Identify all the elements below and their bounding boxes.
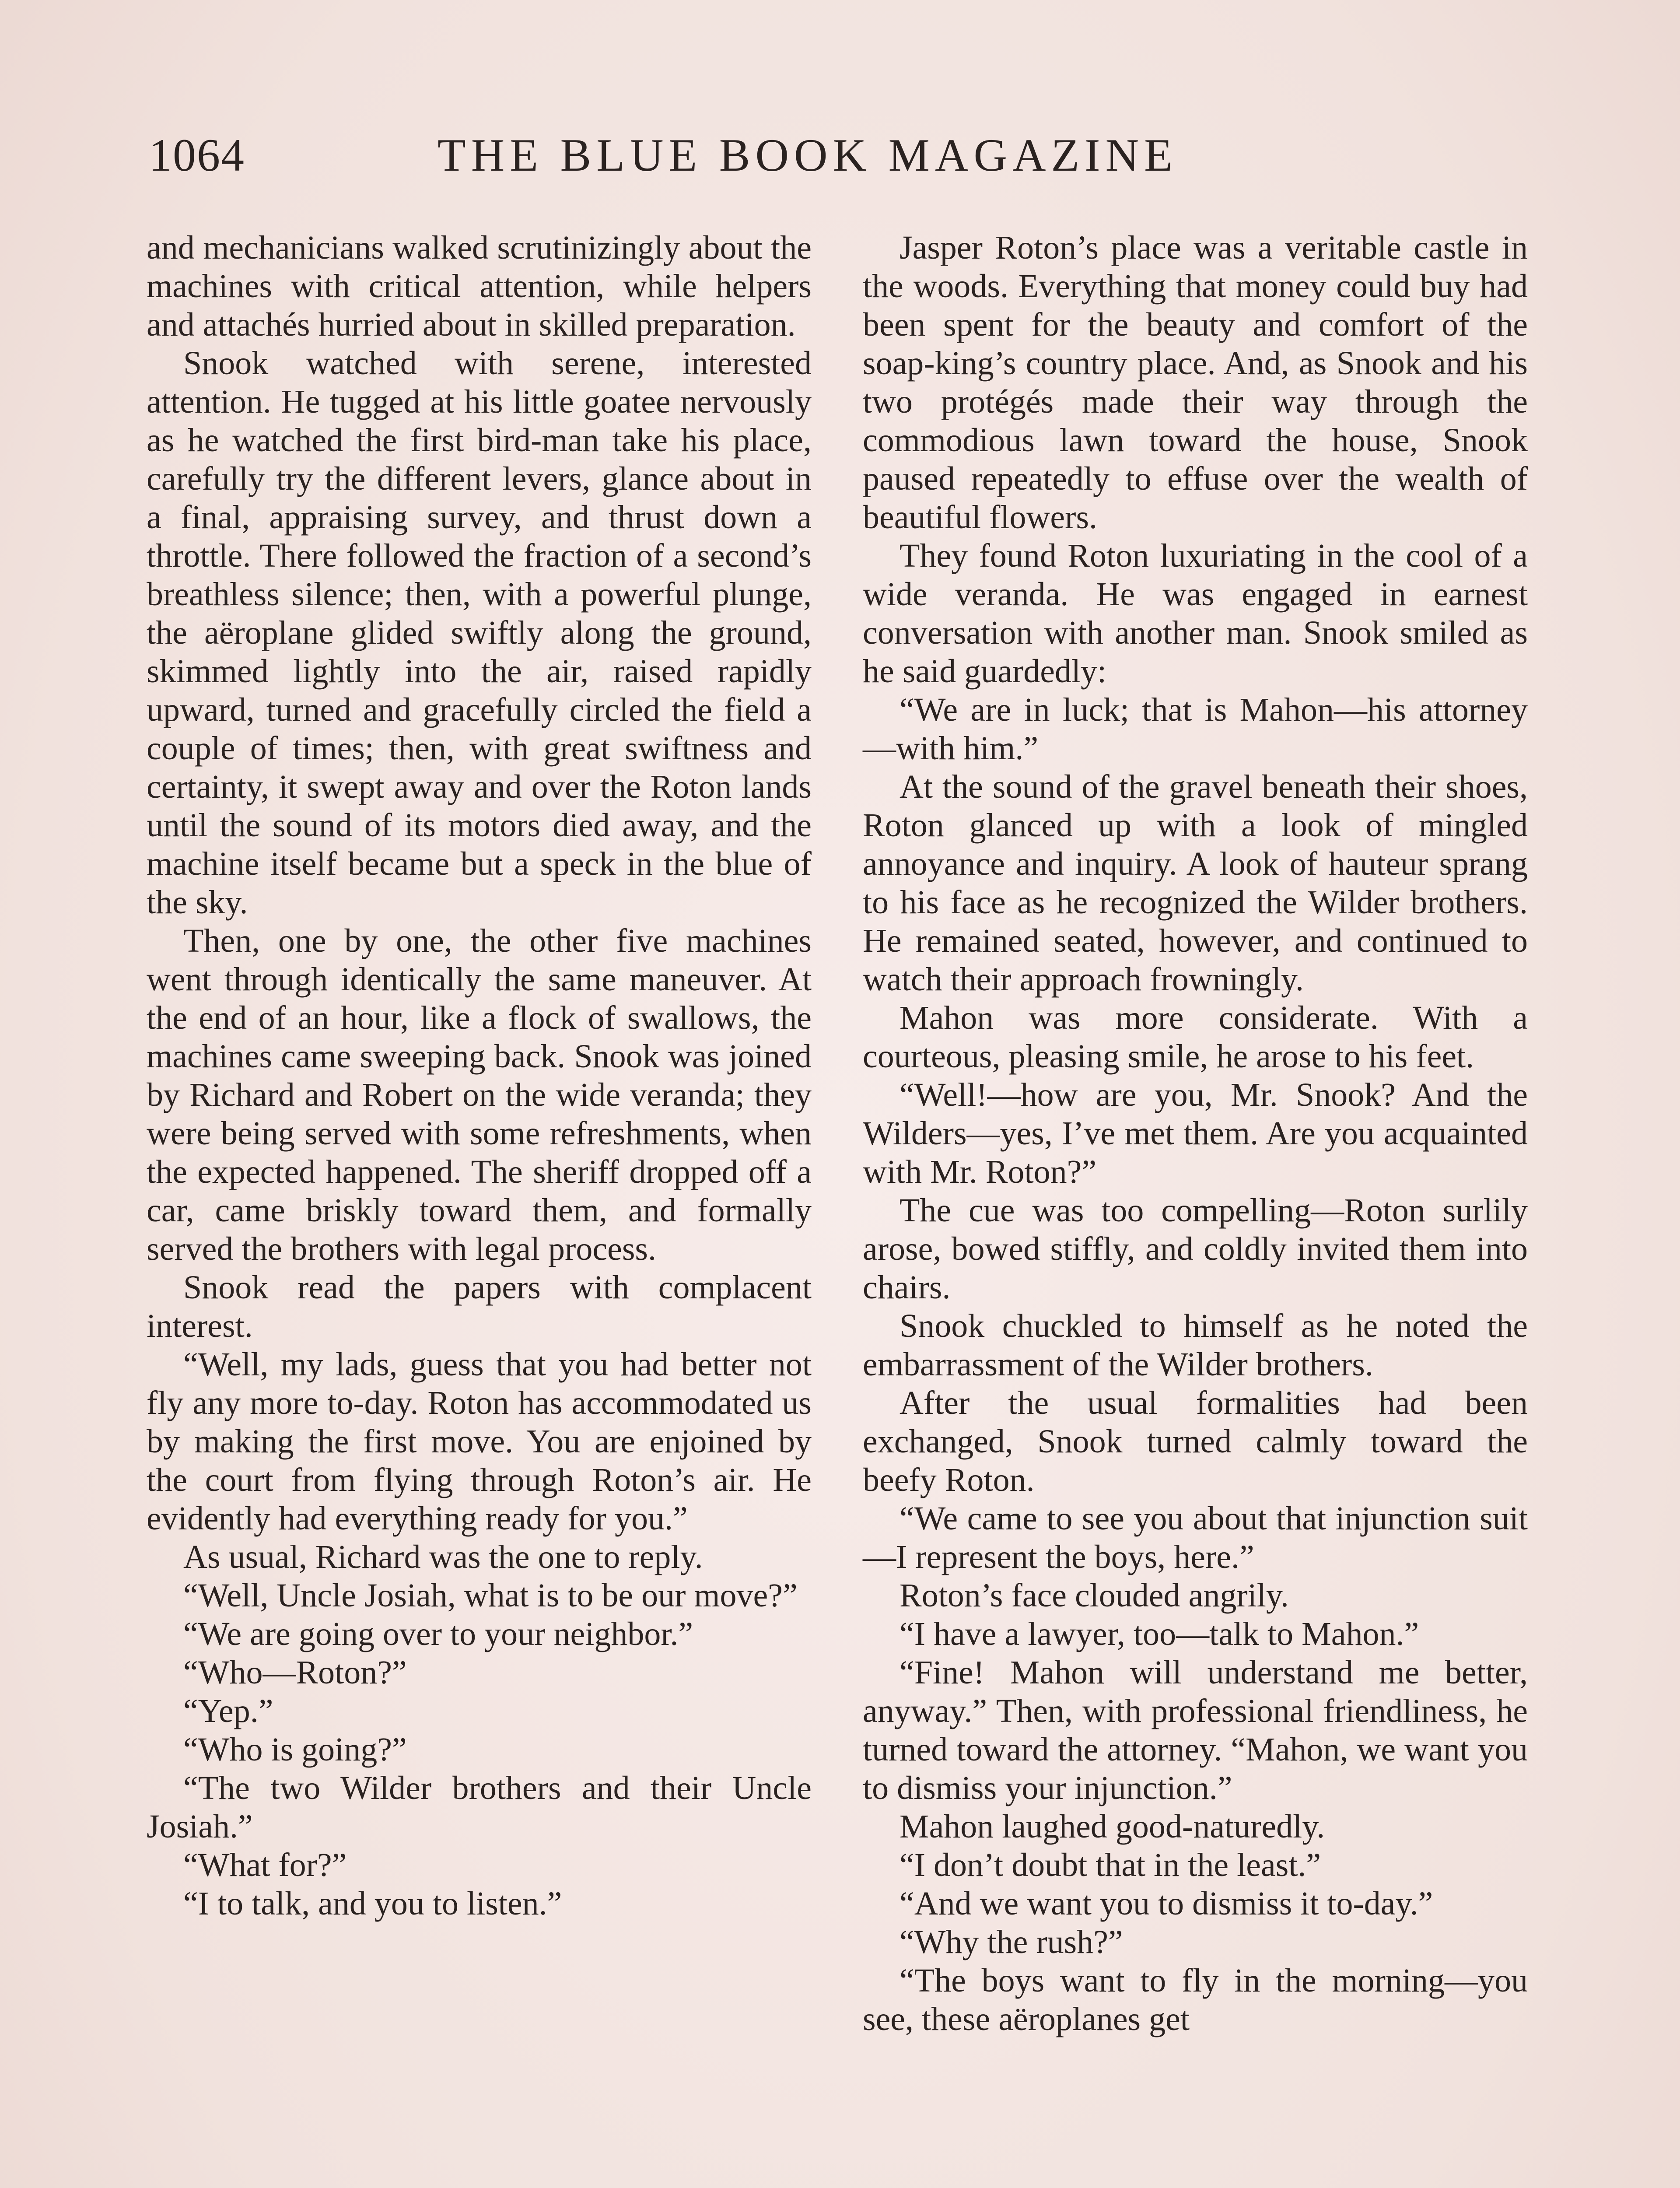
paragraph: “Why the rush?” [900, 1924, 1123, 1960]
left-column [147, 228, 812, 1923]
paragraph: “Who—Roton?” [183, 1654, 407, 1691]
paragraph: and mechanicians walked scrutinizingly about the machines with critical attention, while helpers and attachés hurried about in skilled preparation. [147, 229, 812, 343]
paragraph: “We are going over to your neighbor.” [183, 1616, 693, 1652]
paragraph: “Yep.” [183, 1693, 273, 1729]
magazine-title: THE BLUE BOOK MAGAZINE [438, 130, 1178, 181]
paragraph: “Well!—how are you, Mr. Snook? And the Wilders—yes, I’ve met them. Are you acquainted with Mr. Roton?” [863, 1076, 1528, 1190]
paragraph: Then, one by one, the other five machines went through identically the same maneuver. At the end of an hour, like a flock of swallows, the machines came sweeping back. Snook was joined by Richard and Robert on the wide veranda; they were being served with some refreshments, when the expected happened. The sheriff dropped off a car, came briskly toward them, and formally served the brothers with legal process. [147, 922, 812, 1267]
paragraph: “Who is going?” [183, 1731, 407, 1768]
paragraph: The cue was too compelling—Roton surlily arose, bowed stiffly, and coldly invited them into chairs. [863, 1192, 1528, 1306]
paragraph: Snook watched with serene, interested attention. He tugged at his little goatee nervously as he watched the first bird-man take his place, carefully try the different levers, glance about in a final, appraising survey, and thrust down a throttle. There followed the fraction of a second’s breathless silence; then, with a powerful plunge, the aëroplane glided swiftly along the ground, skimmed lightly into the air, raised rapidly upward, turned and gracefully circled the field a couple of times; then, with great swiftness and certainty, it swept away and over the Roton lands until the sound of its motors died away, and the machine itself became but a speck in the blue of the sky. [147, 345, 812, 921]
paragraph: “The boys want to fly in the morning—you see, these aëroplanes get [863, 1962, 1528, 2037]
paragraph: “I have a lawyer, too—talk to Mahon.” [900, 1616, 1419, 1652]
page-header [149, 125, 1540, 186]
paragraph: Snook read the papers with complacent interest. [147, 1269, 812, 1344]
paragraph: “Fine! Mahon will understand me better, anyway.” Then, with professional friendliness, he turned toward the attorney. “Mahon, we want you to dismiss your injunction.” [863, 1654, 1528, 1806]
paragraph: Snook chuckled to himself as he noted the embarrassment of the Wilder brothers. [863, 1308, 1528, 1383]
paragraph: Mahon was more considerate. With a courteous, pleasing smile, he arose to his feet. [863, 999, 1528, 1075]
paragraph: They found Roton luxuriating in the cool of a wide veranda. He was engaged in earnest conversation with another man. Snook smiled as he said guardedly: [863, 537, 1528, 690]
paragraph: Mahon laughed good-naturedly. [900, 1808, 1325, 1845]
paragraph: “The two Wilder brothers and their Uncle Josiah.” [147, 1770, 812, 1845]
paragraph: Roton’s face clouded angrily. [900, 1577, 1289, 1614]
paragraph: At the sound of the gravel beneath their shoes, Roton glanced up with a look of mingled annoyance and inquiry. A look of hauteur sprang to his face as he recognized the Wilder brothers. He remained seated, however, and continued to watch their approach frowningly. [863, 768, 1528, 998]
page-number: 1064 [149, 130, 245, 181]
paragraph: After the usual formalities had been exchanged, Snook turned calmly toward the beefy Roton. [863, 1385, 1528, 1498]
paragraph: “What for?” [183, 1847, 347, 1883]
paragraph: “We came to see you about that injunction suit—I represent the boys, here.” [863, 1500, 1528, 1575]
right-column [863, 228, 1528, 2038]
paragraph: “I to talk, and you to listen.” [183, 1885, 562, 1922]
paragraph: “Well, Uncle Josiah, what is to be our move?” [183, 1577, 798, 1614]
paragraph: “And we want you to dismiss it to-day.” [900, 1885, 1433, 1922]
paragraph: “We are in luck; that is Mahon—his attorney—with him.” [863, 691, 1528, 767]
paragraph: As usual, Richard was the one to reply. [183, 1539, 703, 1575]
paragraph: Jasper Roton’s place was a veritable castle in the woods. Everything that money could buy had been spent for the beauty and comfort of the soap-king’s country place. And, as Snook and his two protégés made their way through the commodious lawn toward the house, Snook paused repeatedly to effuse over the wealth of beautiful flowers. [863, 229, 1528, 536]
paragraph: “Well, my lads, guess that you had better not fly any more to-day. Roton has accommodated us by making the first move. You are enjoined by the court from flying through Roton’s air. He evidently had everything ready for you.” [147, 1346, 812, 1537]
paragraph: “I don’t doubt that in the least.” [900, 1847, 1321, 1883]
